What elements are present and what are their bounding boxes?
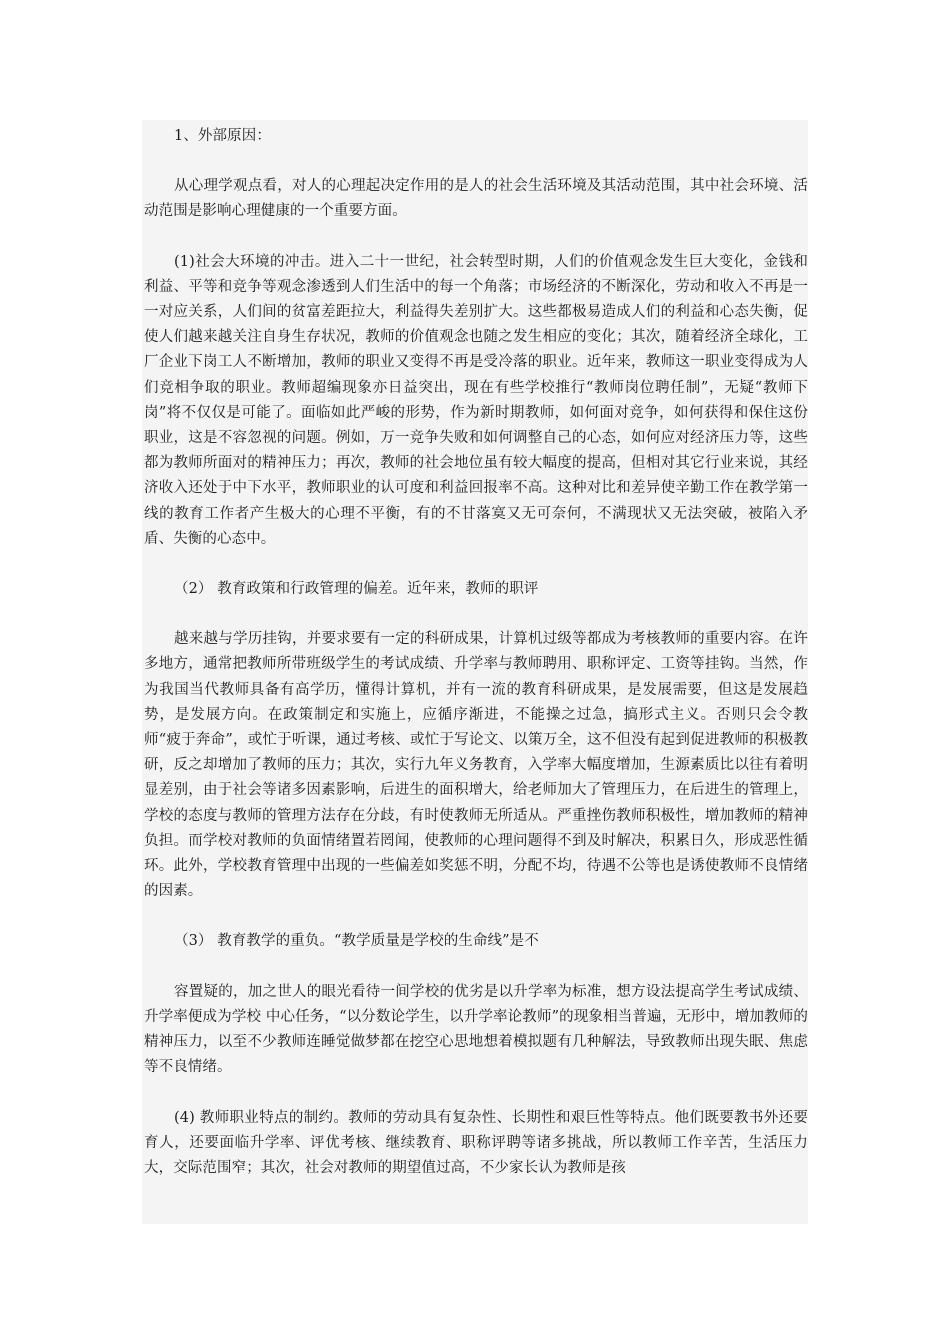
paragraph: （3） 教育教学的重负。“教学质量是学校的生命线”是不 — [174, 933, 539, 950]
document-body — [144, 124, 808, 1181]
paragraph: 容置疑的，加之世人的眼光看待一间学校的优劣是以升学率为标准，想方设法提高学生考试成绩、升学率便成为学校 中心任务，“以分数论学生，以升学率论教师”的现象相当普遍，无形中，增加教师的精神压力，以至不少教师连睡觉做梦都在挖空心思地想着模拟题有几种解法，导致教师出现失眠、焦虑等不良情绪。 — [144, 983, 808, 1076]
paragraph: 从心理学观点看，对人的心理起决定作用的是人的社会生活环境及其活动范围，其中社会环境、活动范围是影响心理健康的一个重要方面。 — [144, 178, 808, 220]
section-heading: 1、外部原因： — [174, 128, 271, 144]
paragraph: (4) 教师职业特点的制约。教师的劳动具有复杂性、长期性和艰巨性等特点。他们既要教书外还要育人，还要面临升学率、评优考核、继续教育、职称评聘等诸多挑战，所以教师工作辛苦，生活压力大，交际范围窄；其次，社会对教师的期望值过高，不少家长认为教师是孩 — [144, 1109, 808, 1176]
paragraph: (1)社会大环境的冲击。进入二十一世纪，社会转型时期，人们的价值观念发生巨大变化，金钱和利益、平等和竞争等观念渗透到人们生活中的每一个角落；市场经济的不断深化，劳动和收入不再是一一对应关系，人们间的贫富差距拉大，利益得失差别扩大。这些都极易造成人们的利益和心态失衡，促使人们越来越关注自身生存状况，教师的价值观念也随之发生相应的变化；其次，随着经济全球化，工厂企业下岗工人不断增加，教师的职业又变得不再是受冷落的职业。近年来，教师这一职业变得成为人们竞相争取的职业。教师超编现象亦日益突出，现在有些学校推行“教师岗位聘任制”，无疑“教师下岗”将不仅仅是可能了。面临如此严峻的形势，作为新时期教师，如何面对竞争，如何获得和保住这份职业，这是不容忽视的问题。例如，万一竞争失败和如何调整自己的心态，如何应对经济压力等，这些都为教师所面对的精神压力；再次，教师的社会地位虽有较大幅度的提高，但相对其它行业来说，其经济收入还处于中下水平，教师职业的认可度和利益回报率不高。这种对比和差异使辛勤工作在教学第一线的教育工作者产生极大的心理不平衡，有的不甘落寞又无可奈何，不满现状又无法突破，被陷入矛盾、失衡的心态中。 — [144, 253, 808, 547]
paragraph: 越来越与学历挂钩，并要求要有一定的科研成果，计算机过级等都成为考核教师的重要内容。在许多地方，通常把教师所带班级学生的考试成绩、升学率与教师聘用、职称评定、工资等挂钩。当然，作为我国当代教师具备有高学历，懂得计算机，并有一流的教育科研成果，是发展需要，但这是发展趋势，是发展方向。在政策制定和实施上，应循序渐进，不能操之过急，搞形式主义。否则只会令教师“疲于奔命”，或忙于听课，通过考核、或忙于写论文、以策万全，这不但没有起到促进教师的积极教研，反之却增加了教师的压力；其次，实行九年义务教育，入学率大幅度增加，生源素质比以往有着明显差别，由于社会等诸多因素影响，后进生的面积增大，给老师加大了管理压力，在后进生的管理上，学校的态度与教师的管理方法存在分歧，有时使教师无所适从。严重挫伤教师积极性，增加教师的精神负担。而学校对教师的负面情绪置若罔闻，使教师的心理问题得不到及时解决，积累日久，形成恶性循环。此外，学校教育管理中出现的一些偏差如奖惩不明，分配不均，待遇不公等也是诱使教师不良情绪的因素。 — [144, 631, 808, 900]
paragraph: （2） 教育政策和行政管理的偏差。近年来，教师的职评 — [174, 581, 539, 598]
